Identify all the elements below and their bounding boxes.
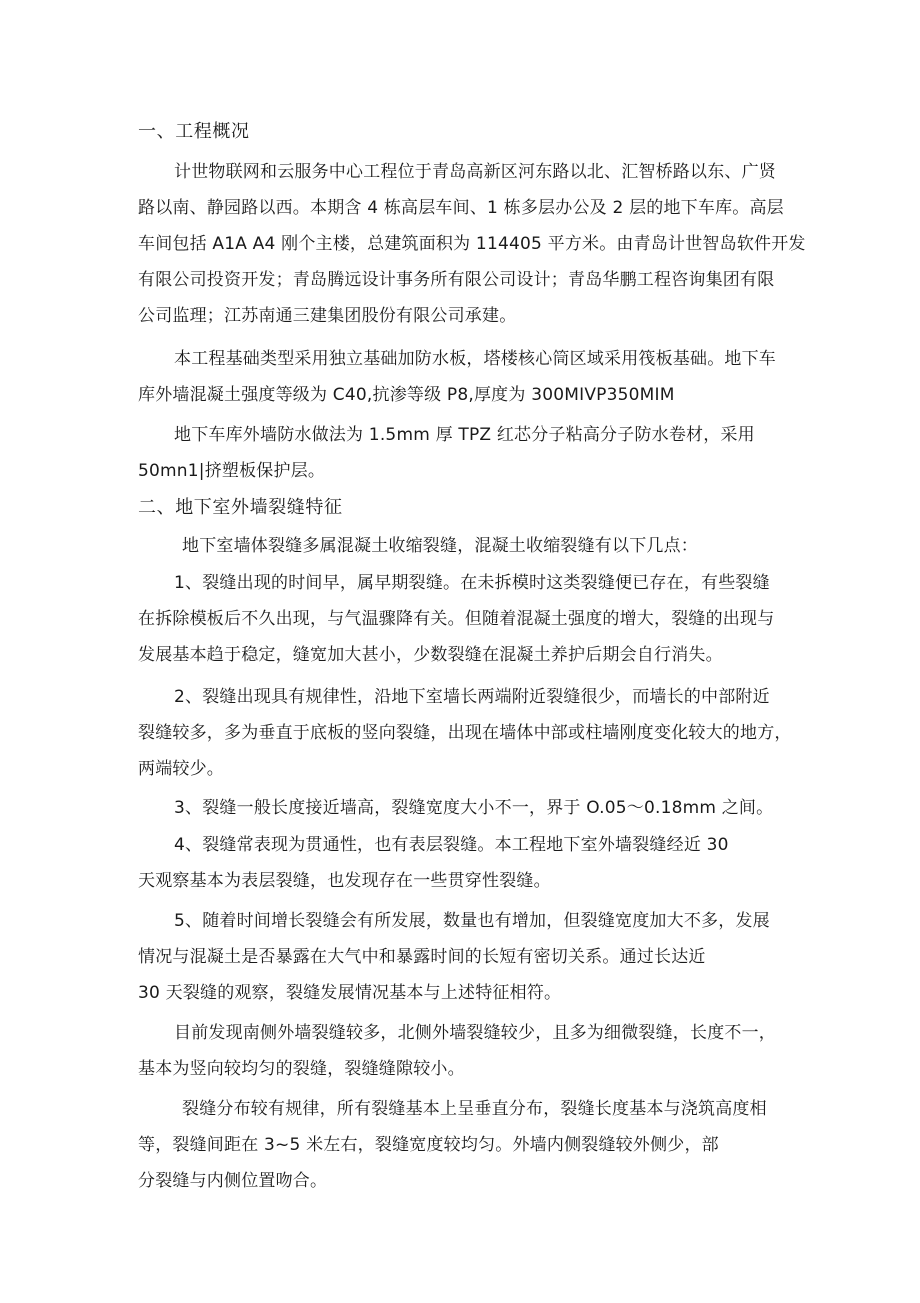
paragraph-line: 公司监理；江苏南通三建集团股份有限公司承建。 [138, 306, 517, 326]
list-item-line: 天观察基本为表层裂缝，也发现存在一些贯穿性裂缝。 [138, 871, 551, 891]
paragraph-line: 地下室墙体裂缝多属混凝土收缩裂缝，混凝土收缩裂缝有以下几点： [182, 536, 698, 556]
paragraph-line: 等，裂缝间距在 3~5 米左右，裂缝宽度较均匀。外墙内侧裂缝较外侧少，部 [138, 1135, 719, 1155]
paragraph-line: 地下车库外墙防水做法为 1.5mm 厚 TPZ 红芯分子粘高分子防水卷材，采用 [174, 425, 755, 445]
list-item-line: 两端较少。 [138, 759, 224, 779]
paragraph-line: 分裂缝与内侧位置吻合。 [138, 1171, 328, 1191]
paragraph-line: 50mn1|挤塑板保护层。 [138, 461, 326, 481]
paragraph-line: 目前发现南侧外墙裂缝较多，北侧外墙裂缝较少，且多为细微裂缝，长度不一， [174, 1023, 776, 1043]
paragraph-line: 计世物联网和云服务中心工程位于青岛高新区河东路以北、汇智桥路以东、广贤 [174, 162, 776, 182]
paragraph-line: 裂缝分布较有规律，所有裂缝基本上呈垂直分布，裂缝长度基本与浇筑高度相 [182, 1099, 767, 1119]
list-item-line: 3、裂缝一般长度接近墙高，裂缝宽度大小不一，界于 O.05～0.18mm 之间。 [174, 798, 774, 818]
list-item-line: 5、随着时间增长裂缝会有所发展，数量也有增加，但裂缝宽度加大不多，发展 [174, 911, 770, 931]
list-item-line: 情况与混凝土是否暴露在大气中和暴露时间的长短有密切关系。通过长达近 [138, 947, 706, 967]
list-item-line: 裂缝较多，多为垂直于底板的竖向裂缝，出现在墙体中部或柱墙刚度变化较大的地方， [138, 723, 792, 743]
list-item-line: 4、裂缝常表现为贯通性，也有表层裂缝。本工程地下室外墙裂缝经近 30 [174, 835, 729, 855]
list-item-line: 1、裂缝出现的时间早，属早期裂缝。在未拆模时这类裂缝便已存在，有些裂缝 [174, 573, 770, 593]
paragraph-line: 本工程基础类型采用独立基础加防水板，塔楼核心筒区域采用筏板基础。地下车 [174, 349, 776, 369]
section-heading-overview: 一、工程概况 [138, 121, 250, 142]
list-item-line: 2、裂缝出现具有规律性，沿地下室墙长两端附近裂缝很少，而墙长的中部附近 [174, 687, 770, 707]
list-item-line: 30 天裂缝的观察，裂缝发展情况基本与上述特征相符。 [138, 983, 562, 1003]
list-item-line: 在拆除模板后不久出现，与气温骤降有关。但随着混凝土强度的增大，裂缝的出现与 [138, 609, 775, 629]
section-heading-crack-features: 二、地下室外墙裂缝特征 [138, 497, 343, 518]
paragraph-line: 库外墙混凝土强度等级为 C40,抗渗等级 P8,厚度为 300MIVP350MIM [138, 385, 675, 405]
paragraph-line: 基本为竖向较均匀的裂缝，裂缝缝隙较小。 [138, 1059, 465, 1079]
paragraph-line: 路以南、静园路以西。本期含 4 栋高层车间、1 栋多层办公及 2 层的地下车库。高层 [138, 198, 784, 218]
paragraph-line: 车间包括 A1A A4 刚个主楼，总建筑面积为 114405 平方米。由青岛计世智岛软件开发 [138, 234, 806, 254]
list-item-line: 发展基本趋于稳定，缝宽加大甚小，少数裂缝在混凝土养护后期会自行消失。 [138, 645, 723, 665]
paragraph-line: 有限公司投资开发；青岛腾远设计事务所有限公司设计；青岛华鹏工程咨询集团有限 [138, 270, 775, 290]
